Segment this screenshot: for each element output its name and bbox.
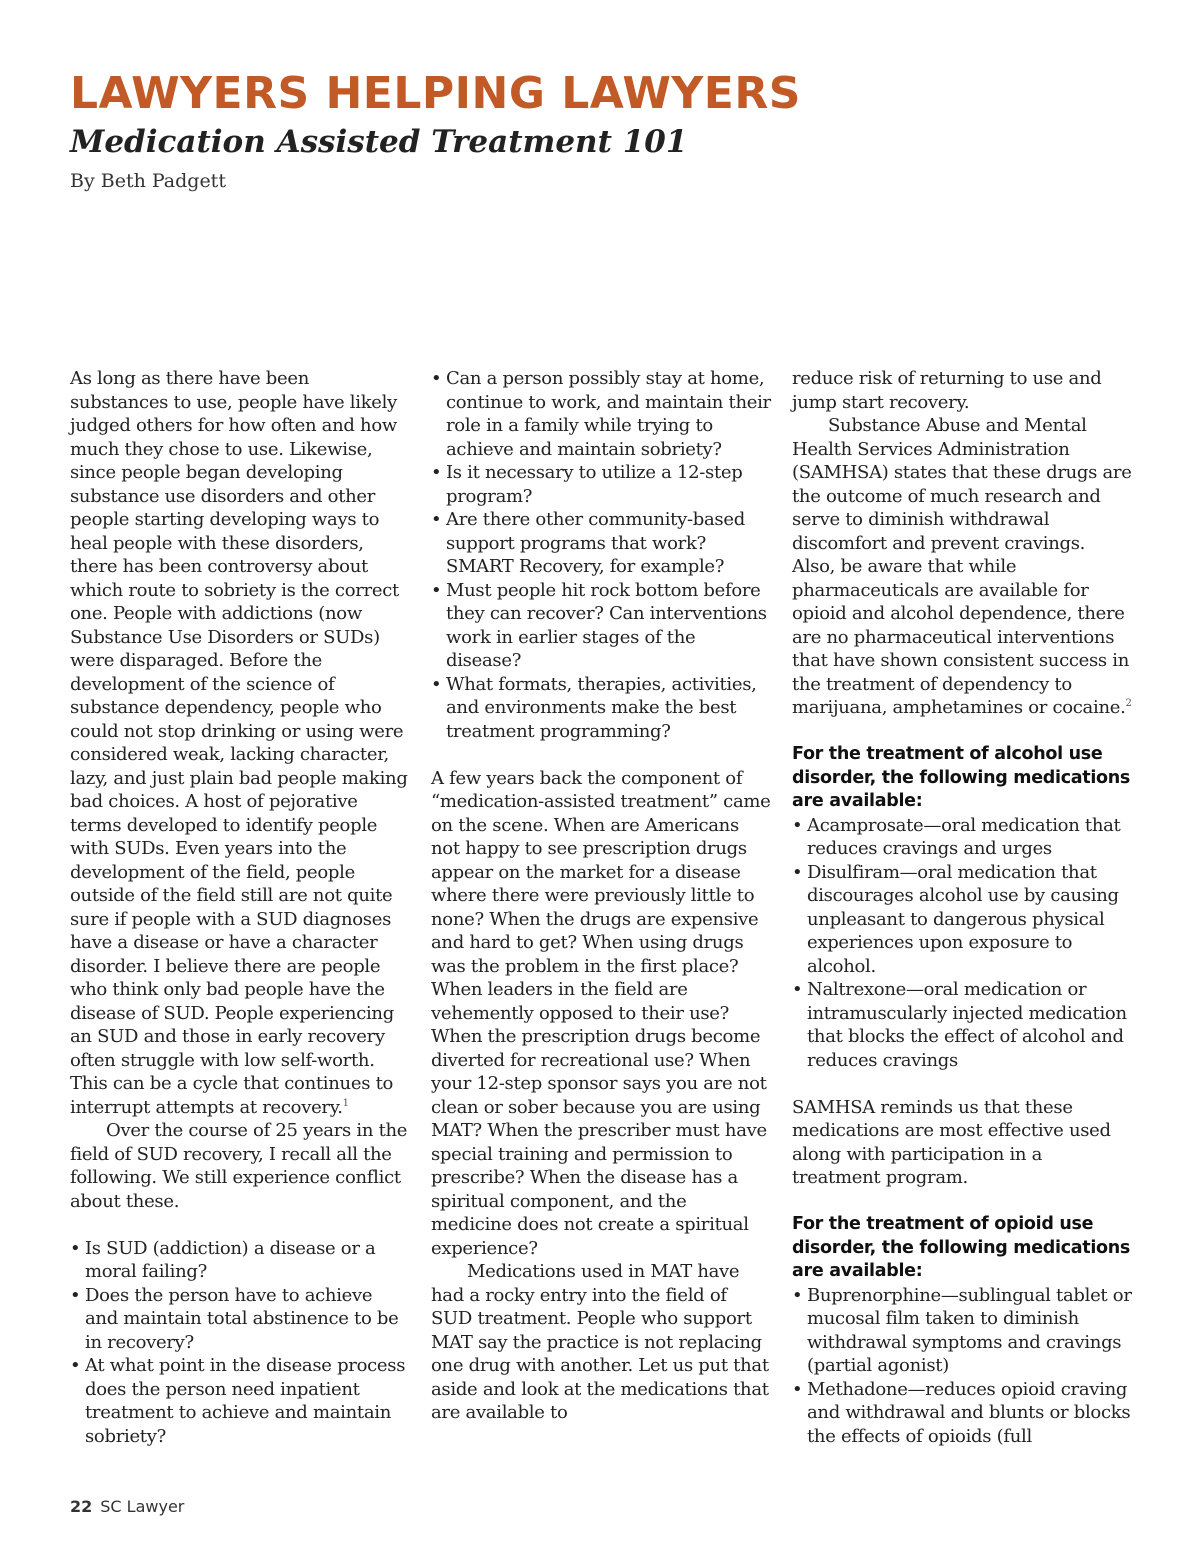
- article-header: [70, 66, 1130, 194]
- list-item-text: Can a person possibly stay at home, continue to work, and maintain their role in a family while trying to achieve and maintain sobriety?: [446, 368, 771, 460]
- paragraph-text: Substance Abuse and Mental Health Services Administration (SAMHSA) states that these drugs are the outcome of much research and serve to diminish withdrawal discomfort and prevent cravings. Also, be aware that while pharmaceuticals are available for opioid and alcohol dependence, there are no pharmaceutical interventions that have shown consistent success in the treatment of dependency to marijuana, amphetamines or cocaine.: [792, 415, 1132, 718]
- list-item: [792, 978, 1132, 1072]
- publication-name: SC Lawyer: [100, 1497, 185, 1516]
- list-item-text: Naltrexone—oral medication or intramuscularly injected medication that blocks the effect of alcohol and reduces cravings: [807, 979, 1127, 1071]
- footnote-ref: 2: [1125, 698, 1132, 709]
- bullet-icon: •: [431, 673, 442, 695]
- bullet-icon: •: [792, 1378, 803, 1400]
- bullet-icon: •: [792, 1284, 803, 1306]
- alcohol-medication-list: [792, 814, 1132, 1073]
- list-item-text: Disulfiram—oral medication that discourages alcohol use by causing unpleasant to dangerous physical experiences upon exposure to alcohol.: [807, 861, 1119, 977]
- bullet-icon: •: [431, 509, 442, 530]
- list-item: [792, 1284, 1132, 1378]
- question-list: [70, 1237, 410, 1449]
- bullet-icon: •: [792, 861, 803, 883]
- alcohol-section-heading: For the treatment of alcohol use disorder, the following medications are available:: [792, 744, 1131, 811]
- list-item-text: Acamprosate—oral medication that reduces cravings and urges: [807, 814, 1121, 859]
- opioid-medication-list: [792, 1284, 1132, 1449]
- paragraph: [792, 414, 1132, 720]
- column-2: [431, 367, 771, 1425]
- bullet-icon: •: [431, 579, 442, 601]
- list-item-text: Does the person have to achieve and maintain total abstinence to be in recovery?: [85, 1284, 399, 1353]
- column-1: [70, 367, 410, 1448]
- paragraph: Medications used in MAT have had a rocky entry into the field of SUD treatment. People who support MAT say the practice is not replacing one drug with another. Let us put that aside and look at the medications that are available to: [431, 1261, 769, 1423]
- list-item-text: Is it necessary to utilize a 12-step program?: [446, 462, 743, 507]
- list-item-text: Are there other community-based support programs that work? SMART Recovery, for example?: [446, 509, 745, 577]
- list-item: [792, 861, 1132, 979]
- list-item-text: Methadone—reduces opioid craving and withdrawal and blunts or blocks the effects of opioids (full: [807, 1378, 1131, 1447]
- list-item: [70, 1284, 410, 1355]
- bullet-icon: •: [70, 1284, 81, 1306]
- list-item: [792, 1378, 1132, 1449]
- paragraph: Over the course of 25 years in the field of SUD recovery, I recall all the following. We still experience conflict about these.: [70, 1120, 408, 1212]
- opioid-section-heading: For the treatment of opioid use disorder, the following medications are available:: [792, 1214, 1131, 1281]
- list-item: [431, 579, 771, 673]
- bullet-icon: •: [792, 814, 803, 836]
- bullet-icon: •: [431, 462, 442, 483]
- list-item: [431, 461, 771, 508]
- list-item: [431, 508, 771, 579]
- list-item-text: Must people hit rock bottom before they can recover? Can interventions work in earlier stages of the disease?: [446, 579, 767, 671]
- list-item-text: At what point in the disease process does the person need inpatient treatment to achieve and maintain sobriety?: [85, 1355, 406, 1447]
- list-item-text: Is SUD (addiction) a disease or a moral failing?: [85, 1237, 376, 1282]
- article-title: LAWYERS HELPING LAWYERS: [70, 68, 801, 119]
- author-byline: By Beth Padgett: [70, 170, 226, 192]
- article-subtitle: Medication Assisted Treatment 101: [70, 124, 688, 160]
- footnote-ref: 1: [342, 1097, 349, 1109]
- list-item-text: What formats, therapies, activities, and environments make the best treatment programming?: [446, 673, 757, 742]
- page-footer: [70, 1497, 184, 1516]
- paragraph: A few years back the component of “medication-assisted treatment” came on the scene. When are Americans not happy to see prescription drugs appear on the market for a disease where there were previously little to none? When the drugs are expensive and hard to get? When using drugs was the problem in the first place? When leaders in the field are vehemently opposed to their use? When the prescription drugs become diverted for recreational use? When your 12-step sponsor says you are not clean or sober because you are using MAT? When the prescriber must have special training and permission to prescribe? When the disease has a spiritual component, and the medicine does not create a spiritual experience?: [431, 767, 771, 1259]
- list-item: [70, 1354, 410, 1448]
- list-item-text: Buprenorphine—sublingual tablet or mucosal film taken to diminish withdrawal symptoms and cravings (partial agonist): [807, 1284, 1132, 1376]
- paragraph: reduce risk of returning to use and jump start recovery.: [792, 368, 1102, 413]
- list-item: [70, 1237, 410, 1284]
- question-list: [431, 367, 771, 743]
- bullet-icon: •: [70, 1355, 81, 1376]
- list-item: [431, 673, 771, 744]
- paragraph: [70, 367, 410, 1119]
- paragraph: SAMHSA reminds us that these medications are most effective used along with participation in a treatment program.: [792, 1096, 1111, 1188]
- paragraph-text: As long as there have been substances to use, people have likely judged others for how often and how much they chose to use. Likewise, since people began developing substance use disorders and other people starting developing ways to heal people with these disorders, there has been controversy about which route to sobriety is the correct one. People with addictions (now Substance Use Disorders or SUDs) were disparaged. Before the development of the science of substance dependency, people who could not stop drinking or using were considered weak, lacking character, lazy, and just plain bad people making bad choices. A host of pejorative terms developed to identify people with SUDs. Even years into the development of the field, people outside of the field still are not quite sure if people with a SUD diagnoses have a disease or have a character disorder. I believe there are people who think only bad people have the disease of SUD. People experiencing an SUD and those in early recovery often struggle with low self-worth. This can be a cycle that continues to interrupt attempts at recovery.: [70, 368, 408, 1118]
- page-number: 22: [70, 1497, 93, 1516]
- bullet-icon: •: [70, 1237, 81, 1259]
- bullet-icon: •: [431, 368, 442, 389]
- list-item: [792, 814, 1132, 861]
- column-3: [792, 367, 1132, 1448]
- list-item: [431, 367, 771, 461]
- bullet-icon: •: [792, 979, 803, 1000]
